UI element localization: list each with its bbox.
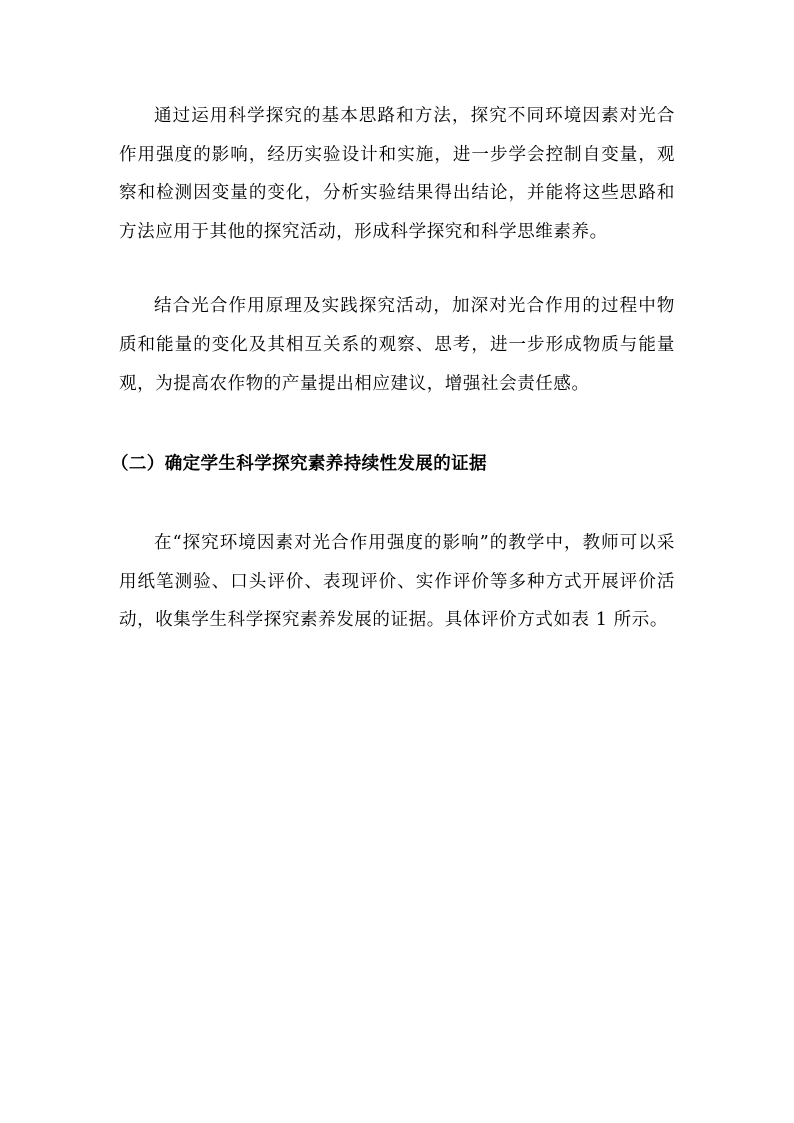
section-heading: （二）确定学生科学探究素养持续性发展的证据 [111, 454, 487, 475]
paragraph-evaluation-methods: 在“探究环境因素对光合作用强度的影响”的教学中，教师可以采用纸笔测验、口头评价、表现评价、实作评价等多种方式开展评价活动，收集学生科学探究素养发展的证据。具体评价方式如表 1 所示。 [119, 533, 675, 631]
paragraph-science-inquiry: 通过运用科学探究的基本思路和方法，探究不同环境因素对光合作用强度的影响，经历实验设计和实施，进一步学会控制自变量，观察和检测因变量的变化，分析实验结果得出结论，并能将这些思路和方法应用于其他的探究活动，形成科学探究和科学思维素养。 [119, 106, 675, 242]
document-page [111, 97, 675, 640]
paragraph-matter-energy: 结合光合作用原理及实践探究活动，加深对光合作用的过程中物质和能量的变化及其相互关系的观察、思考，进一步形成物质与能量观，为提高农作物的产量提出相应建议，增强社会责任感。 [119, 296, 675, 394]
